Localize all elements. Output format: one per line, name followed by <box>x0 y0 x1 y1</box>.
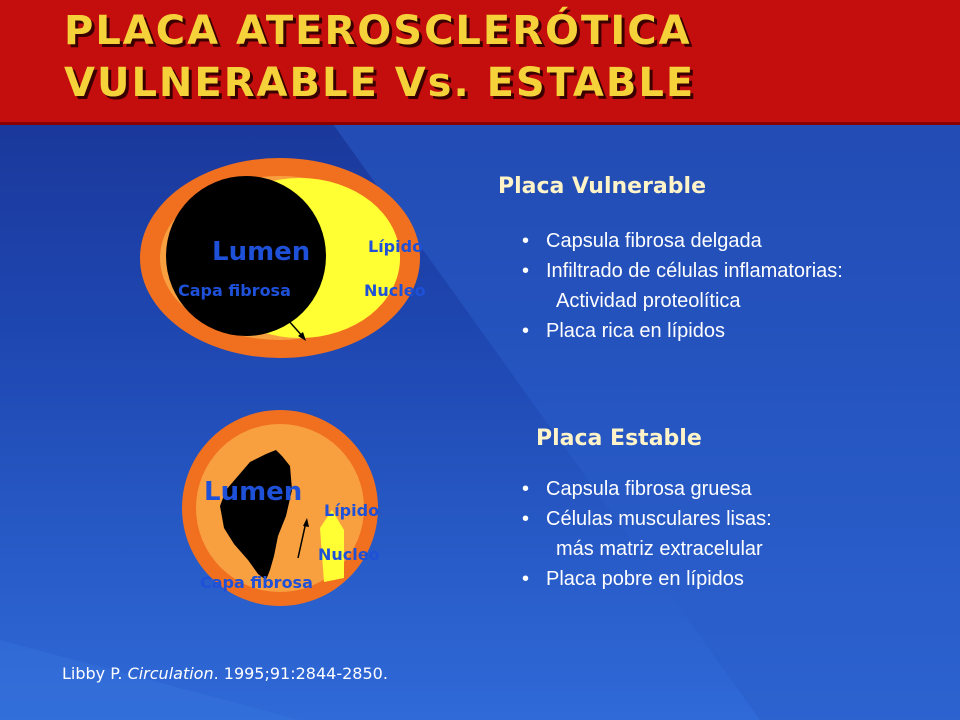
stable-heading: Placa Estable <box>536 426 702 451</box>
citation-author: Libby P. <box>62 664 128 683</box>
stable-nucleo-label: Nucleo <box>318 545 380 564</box>
vulnerable-capa-label: Capa fibrosa <box>178 281 291 300</box>
bullet-text: Placa pobre en lípidos <box>546 568 744 590</box>
citation <box>62 664 388 683</box>
vulnerable-heading: Placa Vulnerable <box>498 174 706 199</box>
bullet-text: Actividad proteolítica <box>556 290 741 312</box>
stable-lumen-label: Lumen <box>204 477 303 507</box>
vulnerable-plaque-diagram <box>140 158 460 378</box>
bullet-marker: • <box>522 260 530 282</box>
bullet-text: Capsula fibrosa delgada <box>546 230 762 252</box>
title-bar <box>0 0 960 125</box>
bullet-text: más matriz extracelular <box>556 538 763 560</box>
bullet-text: Células musculares lisas: <box>546 508 772 530</box>
title-line-2: VULNERABLE Vs. ESTABLE <box>64 60 696 106</box>
stable-capa-label: Capa fibrosa <box>200 573 313 592</box>
bullet-marker: • <box>522 478 530 500</box>
bullet-marker: • <box>522 230 530 252</box>
title-line-1: PLACA ATEROSCLERÓTICA <box>64 8 692 54</box>
bullet-marker: • <box>522 508 530 530</box>
citation-details: . 1995;91:2844-2850. <box>213 664 388 683</box>
stable-lipido-label: Lípido <box>324 501 380 520</box>
stable-plaque-diagram <box>178 410 418 610</box>
bullet-text: Placa rica en lípidos <box>546 320 725 342</box>
bullet-marker: • <box>522 320 530 342</box>
vulnerable-nucleo-label: Nucleo <box>364 281 426 300</box>
bullet-text: Infiltrado de células inflamatorias: <box>546 260 843 282</box>
vulnerable-lipido-label: Lípido <box>368 237 424 256</box>
bullet-text: Capsula fibrosa gruesa <box>546 478 752 500</box>
citation-journal: Circulation <box>127 664 214 683</box>
vulnerable-lumen-label: Lumen <box>212 237 311 267</box>
bullet-marker: • <box>522 568 530 590</box>
